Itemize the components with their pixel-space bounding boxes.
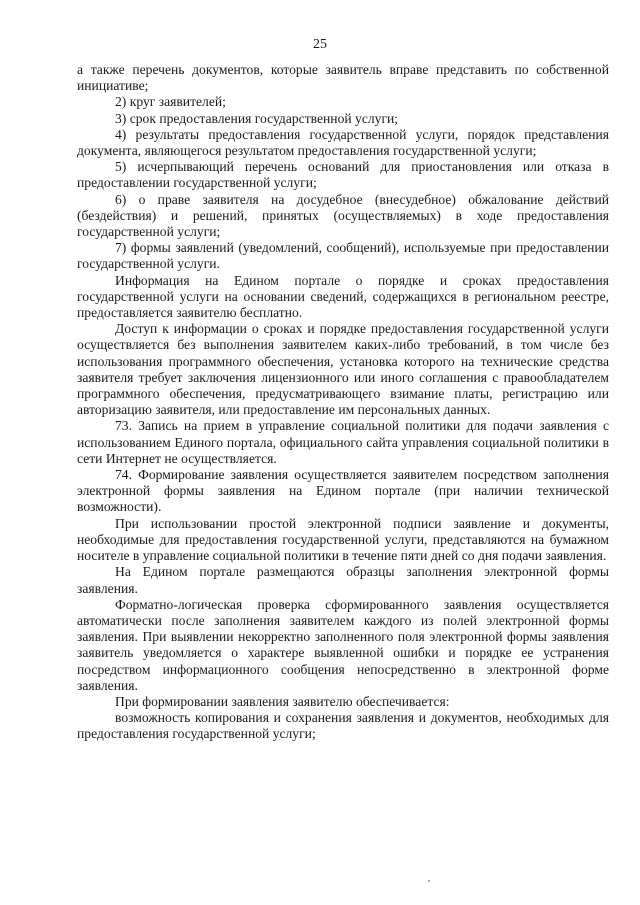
paragraph: Форматно-логическая проверка сформированного заявления осуществляется автоматически после заполнения заявителем каждого из полей электронной формы заявления. При выявлении некорректно заполненного поля электронной формы заявления заявитель уведомляется о характере выявленной ошибки и порядке ее устранения посредством информационного сообщения непосредственно в электронной форме заявления. bbox=[77, 596, 609, 693]
list-item: 7) формы заявлений (уведомлений, сообщений), используемые при предоставлении государственной услуги. bbox=[77, 240, 609, 272]
paragraph: При формировании заявления заявителю обеспечивается: bbox=[115, 693, 450, 709]
page-number: 25 bbox=[313, 37, 327, 52]
paragraph: возможность копирования и сохранения заявления и документов, необходимых для предоставления государственной услуги; bbox=[77, 710, 609, 742]
clause-73: 73. Запись на прием в управление социальной политики для подачи заявления с использованием Единого портала, официального сайта управления социальной политики в сети Интернет не осуществляется. bbox=[77, 418, 609, 466]
paragraph: Доступ к информации о сроках и порядке предоставления государственной услуги осуществляется без выполнения заявителем каких-либо требований, в том числе без использования программного обеспечения, установка которого на технические средства заявителя требует заключения лицензионного или иного соглашения с правообладателем программного обеспечения, предусматривающего взимание платы, регистрацию или авторизацию заявителя, или предоставление им персональных данных. bbox=[77, 321, 609, 418]
paragraph: Информация на Едином портале о порядке и сроках предоставления государственной услуги на основании сведений, содержащихся в региональном реестре, предоставляется заявителю бесплатно. bbox=[77, 272, 609, 321]
paragraph: На Едином портале размещаются образцы заполнения электронной формы заявления. bbox=[77, 564, 609, 596]
clause-74: 74. Формирование заявления осуществляется заявителем посредством заполнения электронной формы заявления на Едином портале (при наличии технической возможности). bbox=[77, 467, 609, 515]
list-item: 4) результаты предоставления государственной услуги, порядок представления документа, являющегося результатом предоставления государственной услуги; bbox=[77, 126, 609, 159]
list-item: 5) исчерпывающий перечень оснований для приостановления или отказа в предоставлении государственной услуги; bbox=[77, 159, 609, 191]
document-body bbox=[77, 62, 609, 743]
list-item: 3) срок предоставления государственной услуги; bbox=[115, 110, 399, 126]
scan-speck bbox=[428, 880, 430, 882]
paragraph: При использовании простой электронной подписи заявление и документы, необходимые для предоставления государственной услуги, представляются на бумажном носителе в управление социальной политики в течение пяти дней со дня подачи заявления. bbox=[77, 515, 609, 564]
paragraph: а также перечень документов, которые заявитель вправе представить по собственной инициативе; bbox=[77, 62, 609, 94]
list-item: 2) круг заявителей; bbox=[115, 94, 226, 110]
list-item: 6) о праве заявителя на досудебное (внесудебное) обжалование действий (бездействия) и решений, принятых (осуществляемых) в ходе предоставления государственной услуги; bbox=[77, 191, 609, 240]
